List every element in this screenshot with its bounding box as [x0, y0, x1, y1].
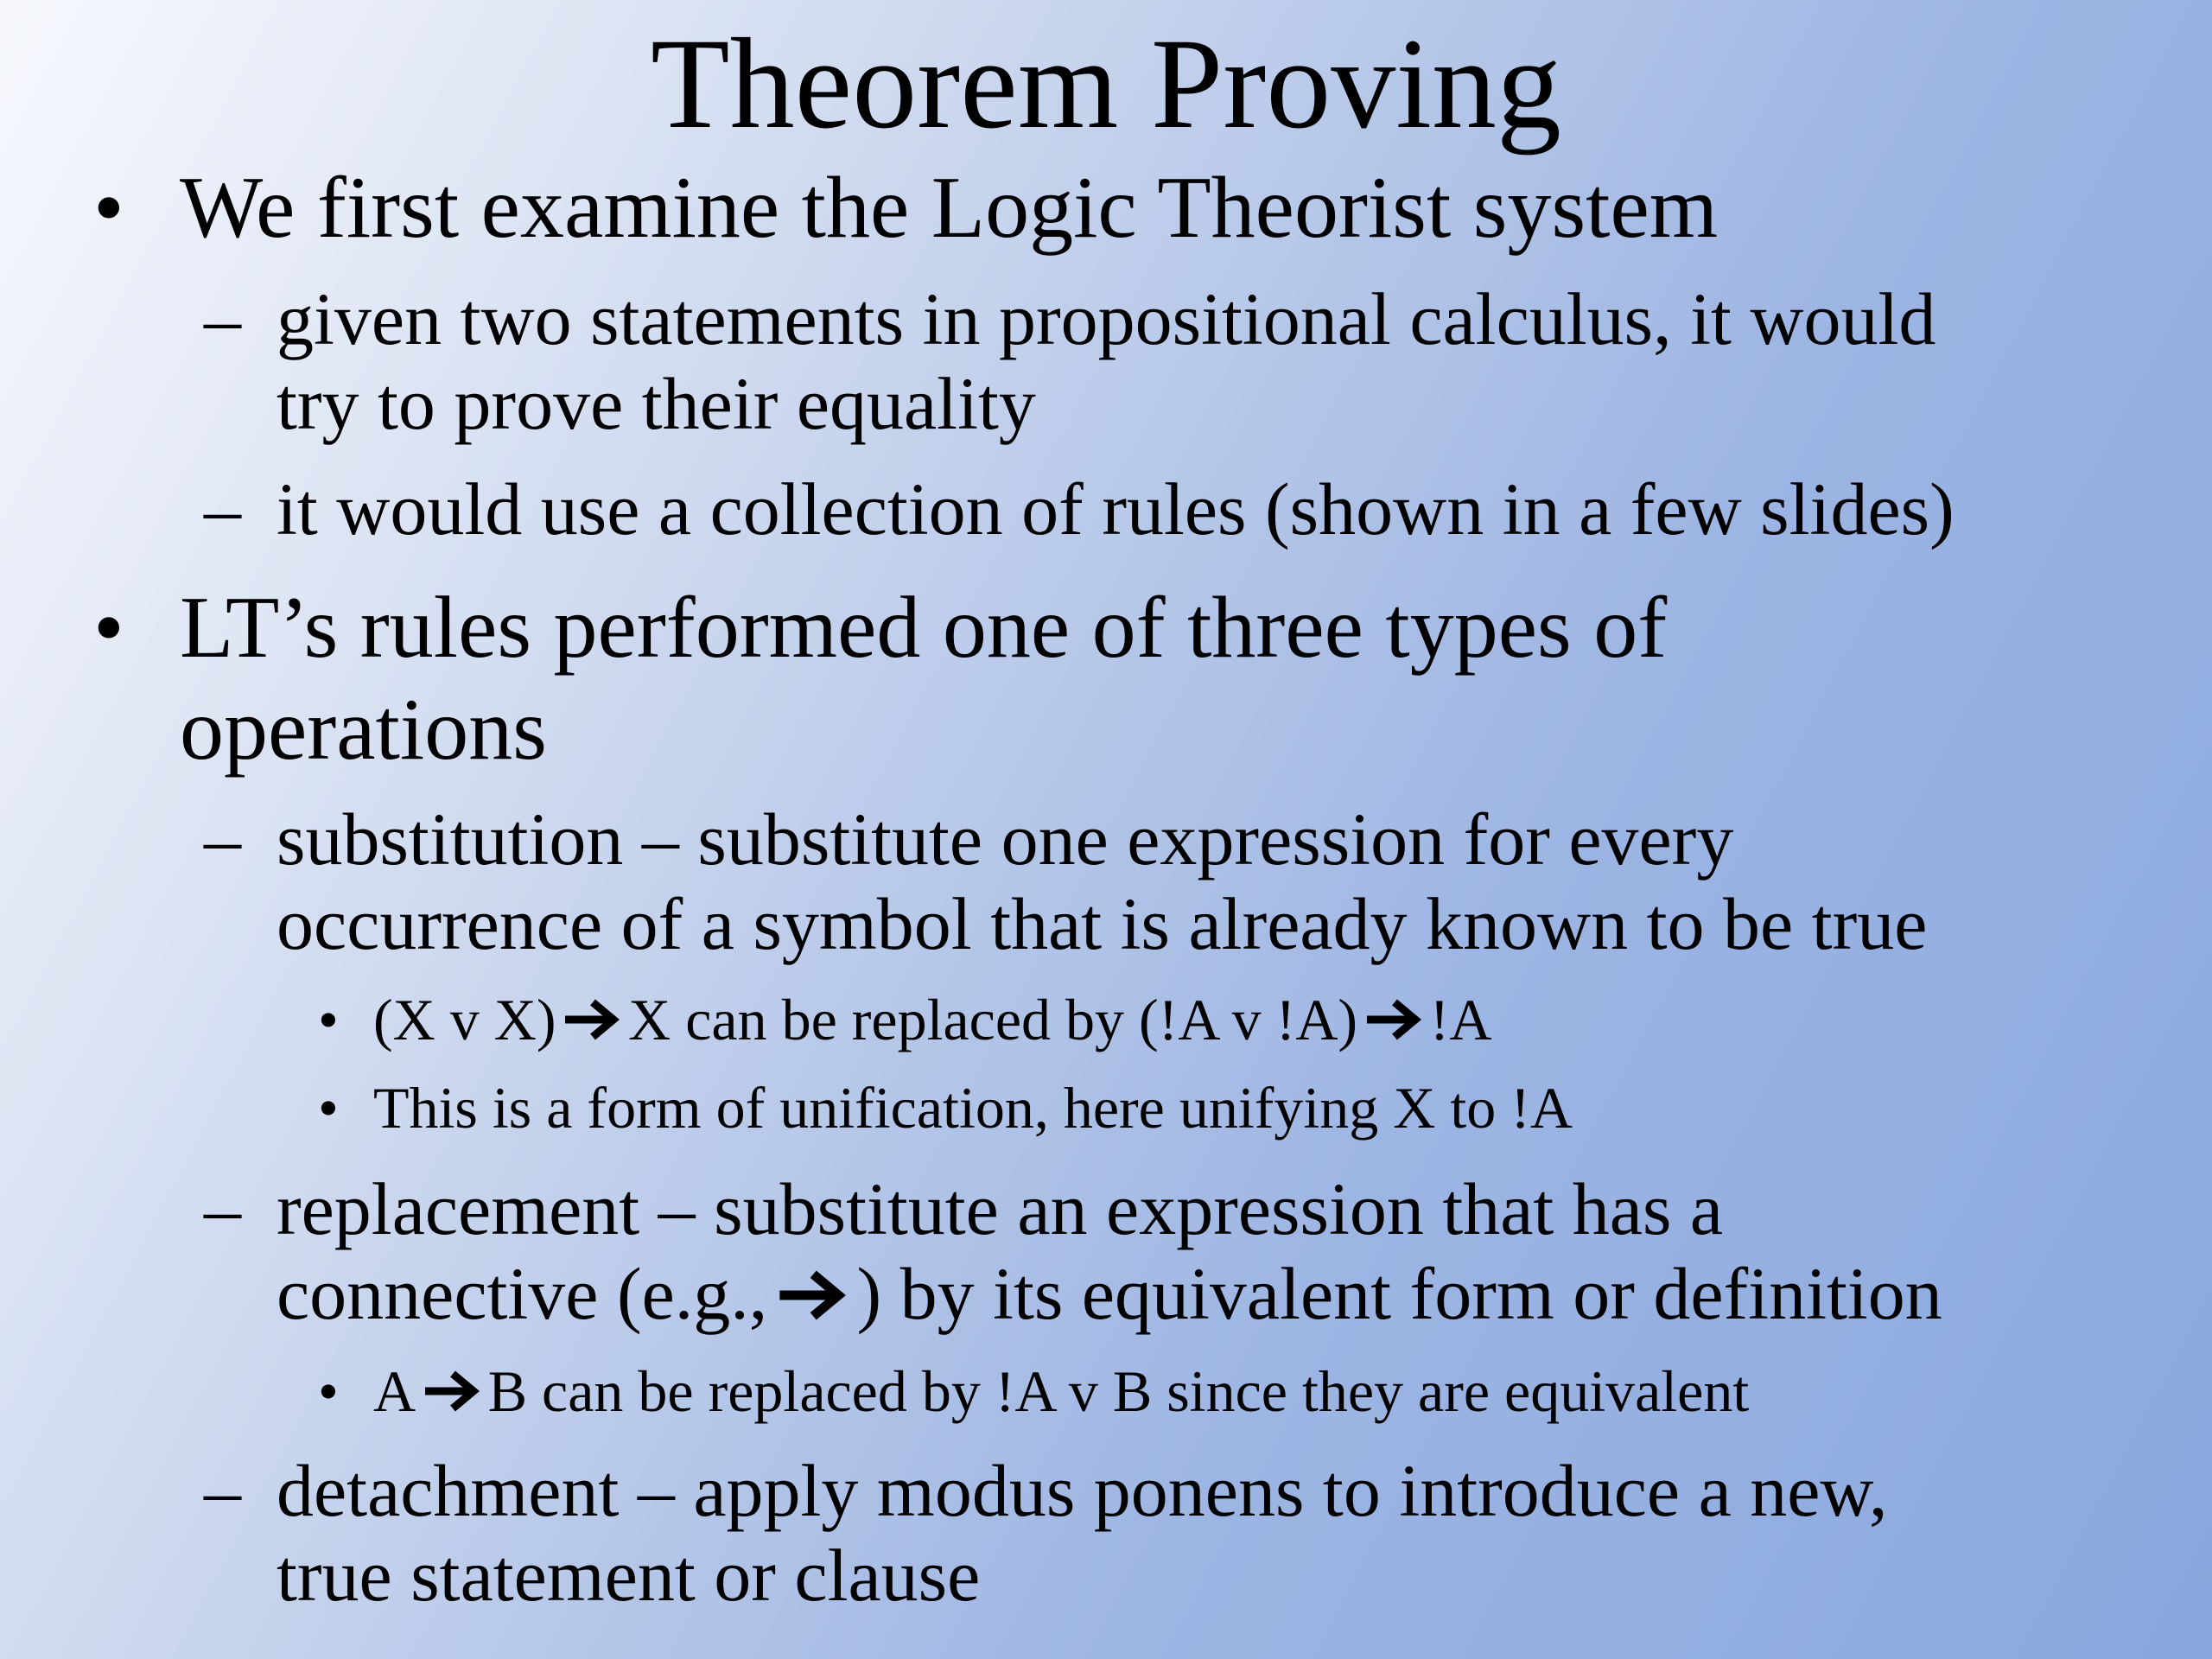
bullet-item: [0, 157, 1718, 259]
sub-sub-bullet-text: A B can be replaced by !A v B since they are equivalent: [373, 1358, 1750, 1424]
sub-bullet-text-line: replacement – substitute an expression that has a: [276, 1167, 1724, 1250]
right-arrow-icon: [562, 995, 622, 1044]
bullet-marker: •: [93, 579, 124, 677]
sub-bullet-text-line: given two statements in propositional calculus, it would: [276, 277, 1936, 360]
bullet-marker: •: [318, 987, 339, 1052]
sub-sub-bullet-text: This is a form of unification, here unifying X to !A: [373, 1075, 1573, 1141]
sub-sub-bullet-item: [0, 1073, 1573, 1142]
bullet-marker: •: [318, 1075, 339, 1141]
sub-sub-bullet-item: [0, 1357, 1749, 1426]
sub-bullet-text-line: connective (e.g., ) by its equivalent form or definition: [276, 1252, 1942, 1335]
sub-bullet-item: [0, 797, 1927, 966]
sub-sub-bullet-item: [0, 985, 1491, 1054]
sub-sub-bullet-text: (X v X) X can be replaced by (!A v !A) !A: [373, 987, 1492, 1052]
dash-marker: –: [204, 467, 241, 550]
right-arrow-icon: [775, 1266, 849, 1325]
dash-marker: –: [204, 1167, 241, 1250]
sub-bullet-text-line: occurrence of a symbol that is already known to be true: [276, 882, 1928, 965]
slide-title: Theorem Proving: [651, 12, 1561, 156]
sub-bullet-item: [0, 467, 1955, 551]
sub-bullet-item: [0, 1166, 1942, 1336]
sub-bullet-text-line: substitution – substitute one expression for every: [276, 798, 1734, 880]
right-arrow-icon: [1363, 995, 1424, 1044]
sub-bullet-text-line: try to prove their equality: [276, 362, 1036, 445]
bullet-text-line: operations: [180, 681, 547, 779]
sub-bullet-text-line: detachment – apply modus ponens to introduce a new,: [276, 1449, 1888, 1532]
bullet-text: We first examine the Logic Theorist system: [180, 159, 1719, 257]
dash-marker: –: [204, 798, 241, 880]
sub-bullet-text: it would use a collection of rules (shown in a few slides): [276, 467, 1955, 550]
bullet-item: [0, 577, 1667, 781]
dash-marker: –: [204, 277, 241, 360]
bullet-marker: •: [93, 159, 124, 257]
bullet-text-line: LT’s rules performed one of three types of: [180, 579, 1668, 677]
sub-bullet-item: [0, 1448, 1887, 1618]
right-arrow-icon: [422, 1367, 482, 1415]
sub-bullet-text-line: true statement or clause: [276, 1534, 981, 1617]
sub-bullet-item: [0, 276, 1936, 446]
bullet-marker: •: [318, 1358, 339, 1424]
dash-marker: –: [204, 1449, 241, 1532]
